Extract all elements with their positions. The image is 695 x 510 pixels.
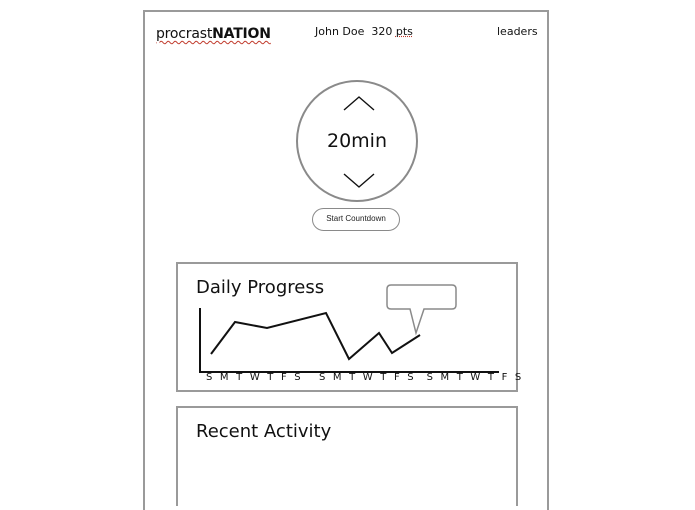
timer-dial [296, 80, 418, 202]
user-points: 320 [371, 25, 393, 38]
user-name: John Doe [315, 25, 365, 38]
points-unit: pts [395, 25, 413, 38]
daily-progress-panel [176, 262, 524, 392]
tooltip-bubble [387, 285, 456, 333]
chevron-down-icon[interactable] [342, 172, 376, 190]
daily-progress-title: Daily Progress [196, 277, 325, 298]
start-countdown-button[interactable]: Start Countdown [312, 208, 400, 231]
leaders-link[interactable]: leaders [497, 25, 538, 38]
logo-light-text: procrast [156, 26, 213, 42]
user-info [315, 25, 413, 38]
recent-activity-panel [176, 406, 518, 506]
app-logo [156, 26, 271, 42]
timer-value: 20min [326, 130, 387, 152]
logo-bold-text: NATION [212, 26, 271, 42]
chevron-up-icon[interactable] [342, 94, 376, 112]
recent-activity-title: Recent Activity [196, 421, 332, 442]
x-axis-tick-labels: S M T W T F S S M T W T F S S M T W T F S [206, 372, 524, 383]
progress-line [211, 313, 420, 359]
